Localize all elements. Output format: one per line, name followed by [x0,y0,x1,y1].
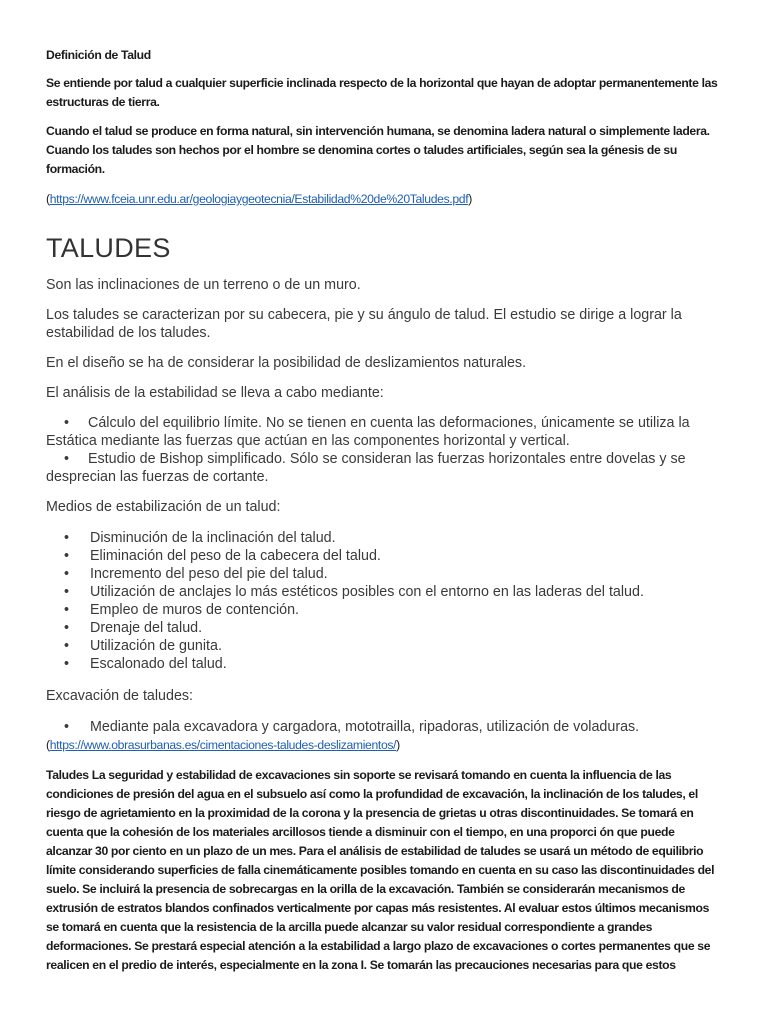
page-title: TALUDES [46,233,171,263]
analysis-list [46,414,722,486]
bullet: • [64,656,70,672]
stabilization-intro-paragraph: Medios de estabilización de un talud: [46,499,281,515]
bullet: • [64,415,70,431]
list-item: • Drenaje del talud. [64,620,203,636]
bullet: • [64,620,70,636]
paren-close: ) [468,192,472,206]
source-link-2[interactable]: https://www.obrasurbanas.es/cimentaciones-taludes-deslizamientos/ [49,738,397,752]
list-item: • Cálculo del equilibrio límite. No se tienen en cuenta las deformaciones, únicamente se utiliza la [64,415,690,431]
source-link-1[interactable]: https://www.fceia.unr.edu.ar/geologiaygeotecnia/Estabilidad%20de%20Taludes.pdf [49,192,469,206]
excavation-intro-paragraph: Excavación de taludes: [46,688,194,704]
list-item: • Eliminación del peso de la cabecera del talud. [64,548,381,564]
paren-close: ) [396,738,400,752]
excavation-list [46,718,722,736]
bullet: • [64,602,70,618]
list-item: • Empleo de muros de contención. [64,602,300,618]
natural-slope-paragraph: Cuando el talud se produce en forma natural, sin intervención humana, se denomina ladera natural o simplemente ladera. Cuando los taludes son hechos por el hombre se denomina cortes o taludes artificiales, según sea la génesis de su formación. [46,124,710,176]
excavation-safety-paragraph: Taludes La seguridad y estabilidad de excavaciones sin soporte se revisará tomando en cuenta la influencia de las condiciones de presión del agua en el subsuelo así como la profundidad de excavación, la inclinación de los taludes, el riesgo de agrietamiento en la proximidad de la corona y la presencia de grietas u otras discontinuidades. Se tomará en cuenta que la cohesión de los materiales arcillosos tiende a disminuir con el tiempo, en una proporci ón que puede alcanzar 30 por ciento en un plazo de un mes. Para el análisis de estabilidad de taludes se usará un método de equilibrio límite considerando superficies de falla cinemáticamente posibles tomando en cuenta en su caso las discontinuidades del suelo. Se incluirá la presencia de sobrecargas en la orilla de la excavación. También se considerarán mecanismos de extrusión de estratos blandos confinados verticalmente por capas más resistentes. Al evaluar estos últimos mecanismos se tomará en cuenta que la resistencia de la arcilla puede alcanzar su valor residual correspondiente a grandes deformaciones. Se prestará especial atención a la estabilidad a largo plazo de excavaciones o cortes permanentes que se realicen en el predio de interés, especialmente en la zona I. Se tomarán las precauciones necesarias para que estos [46,768,715,972]
stabilization-list [46,529,722,673]
paren-open: ( [46,192,50,206]
list-item: • Estudio de Bishop simplificado. Sólo se consideran las fuerzas horizontales entre dovelas y se [64,451,686,467]
list-item-continuation: Estática mediante las fuerzas que actúan en las componentes horizontal y vertical. [46,433,570,449]
characteristics-paragraph: Los taludes se caracterizan por su cabecera, pie y su ángulo de talud. El estudio se dirige a lograr la estabilidad de los taludes. [46,307,682,341]
list-item: • Disminución de la inclinación del talud. [64,530,336,546]
design-paragraph: En el diseño se ha de considerar la posibilidad de deslizamientos naturales. [46,355,527,371]
list-item: • Utilización de gunita. [64,638,222,654]
definition-paragraph: Son las inclinaciones de un terreno o de un muro. [46,277,361,293]
list-item: • Escalonado del talud. [64,656,227,672]
definition-heading: Definición de Talud [46,48,151,62]
bullet: • [64,638,70,654]
bullet: • [64,719,70,735]
intro-paragraph: Se entiende por talud a cualquier superficie inclinada respecto de la horizontal que hayan de adoptar permanentemente las estructuras de tierra. [46,76,718,109]
source-link-2-line [46,736,722,755]
list-item: • Utilización de anclajes lo más estéticos posibles con el entorno en las laderas del talud. [64,584,644,600]
bullet: • [64,451,70,467]
bullet: • [64,566,70,582]
list-item: • Incremento del peso del pie del talud. [64,566,328,582]
paren-open: ( [46,738,50,752]
bullet: • [64,548,70,564]
analysis-intro-paragraph: El análisis de la estabilidad se lleva a cabo mediante: [46,385,384,401]
bullet: • [64,530,70,546]
bullet: • [64,584,70,600]
source-link-1-line [46,190,722,209]
list-item: • Mediante pala excavadora y cargadora, mototrailla, ripadoras, utilización de voladuras. [64,719,640,735]
list-item-continuation: desprecian las fuerzas de cortante. [46,469,269,485]
